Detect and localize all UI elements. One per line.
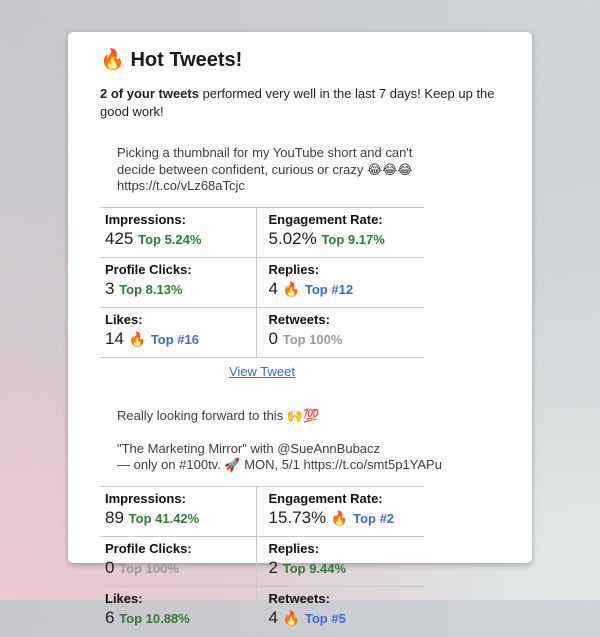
stat-cell-impressions [100,487,256,536]
stat-value: 6 Top 10.88% [105,607,190,627]
stat-cell-profile-clicks [100,258,256,307]
stat-cell-engagement-rate [256,487,424,536]
top-badge: Top 5.24% [138,231,202,247]
intro-text [100,85,500,121]
stat-value: 425 Top 5.24% [105,228,202,248]
stat-label: Profile Clicks: [105,261,192,277]
fire-icon: 🔥 [100,49,125,71]
stat-label: Likes: [105,311,143,327]
stat-label: Profile Clicks: [105,540,192,556]
stat-value: 5.02% Top 9.17% [268,228,385,248]
tweet-line: https://t.co/vLz68aTcjc [117,178,245,193]
stat-value: 2 Top 9.44% [268,557,347,577]
top-badge: Top 10.88% [119,610,190,626]
stat-label: Engagement Rate: [268,211,383,227]
top-badge: Top #12 [304,281,354,297]
tweet-2-stats-table [100,486,424,637]
fire-icon: 🔥 [282,280,301,297]
stat-label: Retweets: [268,311,330,327]
email-card [68,32,532,627]
stat-cell-retweets [256,587,424,636]
top-badge: Top #2 [353,510,395,526]
stat-cell-replies [256,537,424,586]
tweet-line: Picking a thumbnail for my YouTube short and can't [117,145,413,160]
view-tweet-link-wrap [100,363,424,381]
top-badge: Top #16 [150,331,199,347]
top-badge: Top #5 [304,610,346,626]
top-badge: Top 9.44% [282,560,347,576]
stat-cell-engagement-rate [256,208,424,257]
stat-label: Likes: [105,590,143,606]
tweet-line: — only on #100tv. 🚀 MON, 5/1 https://t.co/smt5p1YAPu [117,457,442,472]
stat-cell-profile-clicks [100,537,256,586]
page-title-text: Hot Tweets! [130,49,243,71]
stat-value: 15.73% 🔥 Top #2 [268,507,395,527]
stat-value: 3 Top 8.13% [105,278,183,298]
tweet-line: decide between confident, curious or crazy 😂😂😂 [117,161,413,177]
stat-value: 0 Top 100% [268,328,343,348]
fire-icon: 🔥 [330,509,349,526]
table-row [100,586,424,636]
top-badge: Top 8.13% [119,281,183,297]
stat-label: Retweets: [268,590,330,606]
tweet-line: Really looking forward to this 🙌💯 [117,407,320,423]
intro-bold: 2 of your tweets [100,86,199,101]
stat-label: Replies: [268,261,320,277]
stat-value: 4 🔥 Top #12 [268,278,354,298]
stat-label: Engagement Rate: [268,490,383,506]
stat-cell-retweets [256,308,424,357]
stat-cell-replies [256,258,424,307]
table-row [100,307,424,357]
stat-cell-likes [100,587,256,636]
table-row [100,486,424,536]
stat-cell-likes [100,308,256,357]
stat-value: 4 🔥 Top #5 [268,607,346,627]
stat-label: Replies: [268,540,320,556]
fire-icon: 🔥 [282,609,301,626]
stat-label: Impressions: [105,211,186,227]
top-badge: Top 41.42% [128,510,200,526]
view-tweet-link[interactable]: View Tweet [228,363,295,379]
page-title [100,48,500,72]
stat-value: 0 Top 100% [105,557,179,577]
tweet-line: "The Marketing Mirror" with @SueAnnBubacz [117,440,381,456]
fire-icon: 🔥 [128,330,147,347]
top-badge: Top 9.17% [321,231,385,247]
intro-rest: performed very well in the last 7 days! Keep up the good work! [100,86,495,119]
stat-value: 89 Top 41.42% [105,507,200,527]
tweet-1-text [117,145,500,195]
top-badge: Top 100% [282,331,343,347]
table-row [100,207,424,257]
tweet-line [117,424,500,441]
tweet-1-stats-table [100,207,424,358]
table-row [100,257,424,307]
stat-cell-impressions [100,208,256,257]
stat-value: 14 🔥 Top #16 [105,328,199,348]
stat-label: Impressions: [105,490,186,506]
top-badge: Top 100% [119,560,179,576]
table-row [100,536,424,586]
tweet-2-text [117,408,500,474]
